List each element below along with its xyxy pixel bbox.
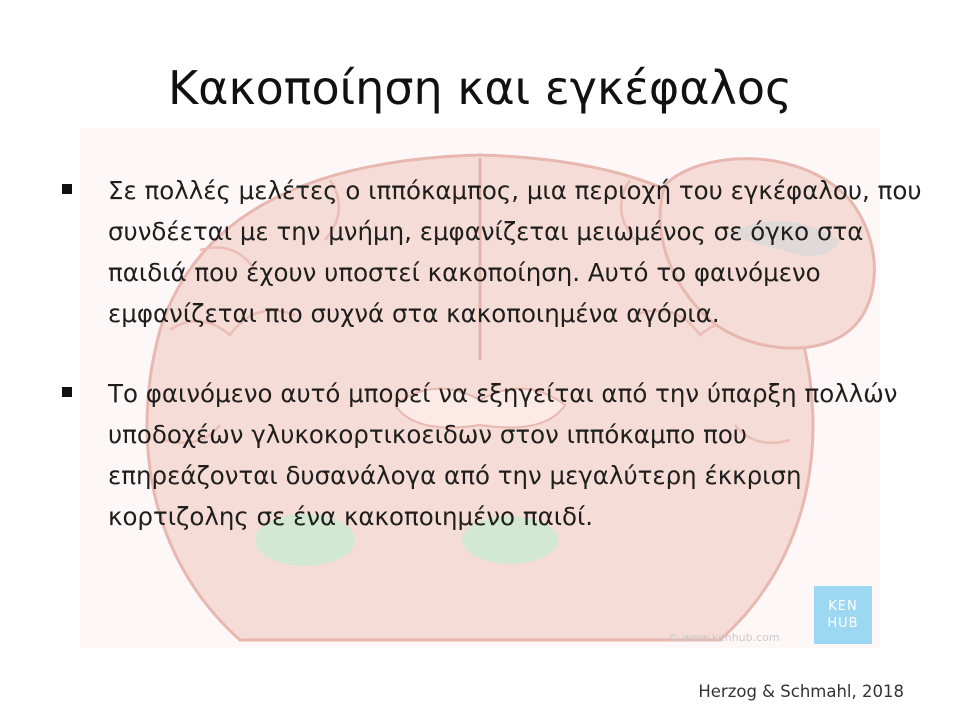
square-bullet-icon	[62, 387, 72, 397]
bullet-text: Σε πολλές μελέτες ο ιππόκαμπος, μια περιοχή του εγκέφαλου, που συνδέεται με την μνήμη, εμφανίζεται μειωμένος σε όγκο στα παιδιά που έχουν υποστεί κακοποίηση. Αυτό το φαινόμενο εμφανίζεται πιο συχνά στα κακοποιημένα αγόρια.	[108, 176, 922, 328]
bullet-list	[62, 170, 922, 537]
kenhub-logo	[814, 586, 872, 644]
bullet-text: Το φαινόμενο αυτό μπορεί να εξηγείται από την ύπαρξη πολλών υποδοχέων γλυκοκορτικοειδων στον ιππόκαμπο που επηρεάζονται δυσανάλογα από την μεγαλύτερη έκκριση κορτιζολης σε ένα κακοποιημένο παιδί.	[108, 379, 898, 531]
logo-line-1: KEN	[828, 599, 858, 614]
logo-line-2: HUB	[827, 616, 859, 631]
square-bullet-icon	[62, 184, 72, 194]
image-watermark: © www.kenhub.com	[668, 631, 780, 644]
slide-title: Κακοποίηση και εγκέφαλος	[168, 61, 792, 115]
bullet-item	[62, 170, 922, 334]
bullet-item	[62, 373, 922, 537]
citation: Herzog & Schmahl, 2018	[698, 682, 904, 701]
